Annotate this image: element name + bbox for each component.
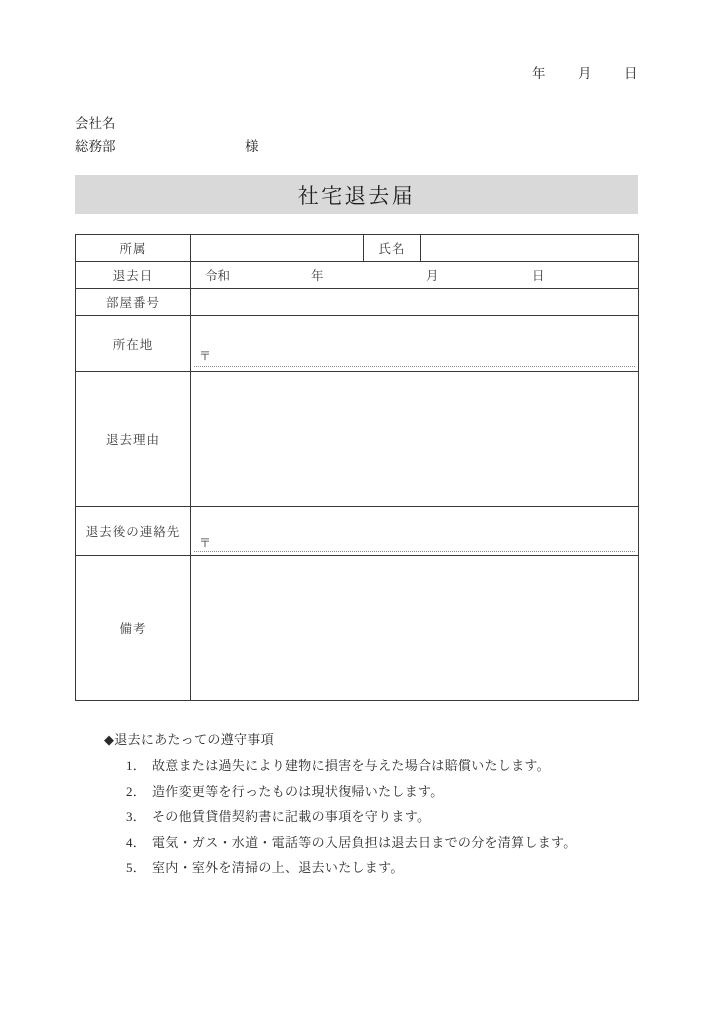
table-row	[76, 556, 639, 701]
move-out-date-inner	[191, 266, 638, 284]
row-label-name: 氏名	[364, 235, 421, 262]
list-item	[104, 855, 577, 881]
contact-dotted-rule	[194, 551, 635, 552]
note-number: 5．	[126, 860, 147, 875]
field-address[interactable]	[191, 316, 639, 372]
note-number: 1．	[126, 758, 147, 773]
date-day-label: 日	[624, 66, 638, 81]
company-name-label: 会社名	[75, 116, 116, 131]
table-row	[76, 507, 639, 556]
note-text: その他賃貸借契約書に記載の事項を守ります。	[152, 809, 431, 824]
row-label-affiliation: 所属	[76, 235, 191, 262]
era-label: 令和	[205, 269, 231, 283]
move-out-day-label: 日	[532, 269, 545, 283]
table-row	[76, 372, 639, 507]
list-item	[104, 753, 577, 779]
note-number: 3．	[126, 809, 147, 824]
department-label: 総務部	[75, 139, 116, 154]
addressee-block	[75, 112, 259, 158]
field-affiliation[interactable]	[191, 235, 364, 262]
note-number: 4．	[126, 834, 147, 850]
note-text: 室内・室外を清掃の上、退去いたします。	[152, 860, 404, 875]
page-title: 社宅退去届	[297, 183, 416, 208]
date-line	[532, 62, 638, 82]
postal-mark-icon: 〒	[199, 348, 212, 363]
compliance-notes	[104, 727, 577, 881]
title-banner	[75, 175, 638, 214]
note-text: 電気・ガス・水道・電話等の入居負担は退去日までの分を清算します。	[152, 834, 577, 850]
field-name[interactable]	[421, 235, 639, 262]
table-row	[76, 262, 639, 289]
row-label-address: 所在地	[76, 316, 191, 372]
note-text: 造作変更等を行ったものは現状復帰いたします。	[152, 783, 444, 799]
list-item	[104, 779, 577, 805]
list-item	[104, 804, 577, 830]
address-dotted-rule	[194, 366, 635, 367]
field-reason[interactable]	[191, 372, 639, 507]
row-label-reason: 退去理由	[76, 372, 191, 507]
list-item	[104, 830, 577, 856]
row-label-contact-after: 退去後の連絡先	[76, 507, 191, 556]
table-row	[76, 316, 639, 372]
note-text: 故意または過失により建物に損害を与えた場合は賠償いたします。	[152, 758, 550, 773]
field-contact-after[interactable]	[191, 507, 639, 556]
notes-heading: ◆退去にあたっての遵守事項	[104, 732, 274, 747]
date-month-label: 月	[578, 66, 592, 81]
row-label-room-number: 部屋番号	[76, 289, 191, 316]
notes-list	[104, 753, 577, 881]
field-move-out-date[interactable]	[191, 262, 639, 289]
note-number: 2．	[126, 783, 147, 799]
exit-notice-form-table	[75, 234, 639, 701]
honorific-label: 様	[245, 139, 259, 154]
move-out-year-label: 年	[311, 269, 324, 283]
date-year-label: 年	[532, 66, 546, 81]
table-row	[76, 289, 639, 316]
field-remarks[interactable]	[191, 556, 639, 701]
row-label-move-out-date: 退去日	[76, 262, 191, 289]
row-label-remarks: 備考	[76, 556, 191, 701]
department-line	[75, 135, 259, 158]
postal-mark-icon: 〒	[199, 536, 212, 550]
table-row	[76, 235, 639, 262]
move-out-month-label: 月	[426, 269, 439, 283]
field-room-number[interactable]	[191, 289, 639, 316]
